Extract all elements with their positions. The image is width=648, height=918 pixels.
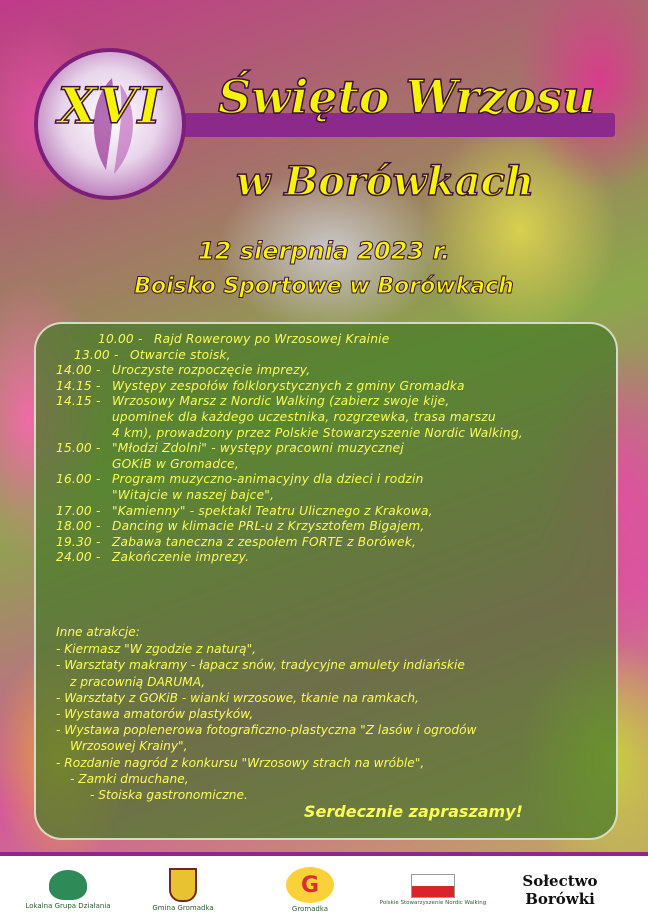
schedule-time: 15.00 - <box>56 441 101 456</box>
schedule-time: 13.00 - <box>74 347 119 362</box>
schedule-time: 24.00 - <box>56 550 101 565</box>
gmina-caption: Gmina Gromadka <box>152 904 214 912</box>
schedule-item <box>56 410 606 426</box>
schedule-time: 18.00 - <box>56 519 101 534</box>
schedule-desc: "Witajcie w naszej bajce", <box>112 487 275 502</box>
schedule-time <box>56 426 112 442</box>
schedule-item <box>56 488 606 504</box>
attraction-item: - Kiermasz "W zgodzie z naturą", <box>56 642 257 657</box>
schedule-desc: Zakończenie imprezy. <box>112 550 250 565</box>
schedule-item <box>56 504 606 520</box>
schedule-time: 14.00 - <box>56 363 101 378</box>
schedule-desc: GOKiB w Gromadce, <box>112 456 239 471</box>
schedule-item <box>56 363 606 379</box>
attraction-item: - Wystawa poplenerowa fotograficzno-plastyczna "Z lasów i ogrodów <box>56 723 477 738</box>
schedule-item <box>56 426 606 442</box>
schedule-desc: "Młodzi Zdolni" - występy pracowni muzycznej <box>112 441 404 456</box>
schedule-item <box>56 394 606 410</box>
schedule-item <box>56 441 606 457</box>
schedule-desc: Uroczyste rozpoczęcie imprezy, <box>112 363 311 378</box>
flag-icon <box>411 874 455 898</box>
schedule-time: 19.30 - <box>56 534 101 549</box>
solectwo-logo <box>505 866 615 914</box>
schedule-time: 14.15 - <box>56 378 101 393</box>
attraction-item: - Warsztaty makramy - łapacz snów, tradycyjne amulety indiańskie <box>56 658 465 673</box>
schedule-desc: "Kamienny" - spektakl Teatru Ulicznego z Krakowa, <box>112 503 433 518</box>
attraction-item: - Zamki dmuchane, <box>70 771 189 786</box>
schedule-desc: 4 km), prowadzony przez Polskie Stowarzyszenie Nordic Walking, <box>112 425 523 440</box>
schedule-time: 17.00 - <box>56 503 101 518</box>
event-date: 12 sierpnia 2023 r. <box>197 237 451 265</box>
gmina-crest-logo <box>152 866 214 914</box>
schedule-time <box>56 410 112 426</box>
attraction-item: Wrzosowej Krainy", <box>70 739 188 754</box>
gokib-caption: Gromadka <box>291 905 329 913</box>
schedule-desc: Program muzyczno-animacyjny dla dzieci i rodzin <box>112 472 424 487</box>
schedule-desc: Występy zespołów folklorystycznych z gminy Gromadka <box>112 378 465 393</box>
schedule-desc: Dancing w klimacie PRL-u z Krzysztofem Bigajem, <box>112 519 425 534</box>
gokib-mark: G <box>286 867 334 903</box>
lgd-logo <box>25 866 111 914</box>
schedule-time: 14.15 - <box>56 394 101 409</box>
event-subtitle: w Borówkach <box>236 158 535 205</box>
schedule-desc: Otwarcie stoisk, <box>130 347 231 362</box>
attractions-heading: Inne atrakcje: <box>56 625 140 639</box>
schedule-item <box>56 457 606 473</box>
edition-number: XVI <box>58 76 162 135</box>
lgd-caption: Lokalna Grupa Działania <box>25 902 111 910</box>
schedule-item <box>56 348 606 364</box>
schedule-time: 10.00 - <box>98 332 143 346</box>
schedule-desc: Wrzosowy Marsz z Nordic Walking (zabierz swoje kije, <box>112 394 450 409</box>
schedule-time <box>56 457 112 473</box>
schedule-list <box>56 332 606 566</box>
attraction-item: - Wystawa amatorów plastyków, <box>56 707 254 722</box>
attraction-item: z pracownią DARUMA, <box>70 674 206 689</box>
schedule-item <box>56 379 606 395</box>
event-title: Święto Wrzosu <box>218 70 596 124</box>
schedule-item <box>56 332 606 348</box>
nordic-walking-logo <box>379 866 487 914</box>
other-attractions <box>56 624 596 803</box>
schedule-time: 16.00 - <box>56 472 101 487</box>
schedule-desc: Zabawa taneczna z zespołem FORTE z Borówek, <box>112 534 417 549</box>
schedule-item <box>56 550 606 566</box>
solectwo-line2: Borówki <box>525 890 595 908</box>
nordic-caption: Polskie Stowarzyszenie Nordic Walking <box>379 900 487 906</box>
crest-icon <box>169 868 197 902</box>
attraction-item: - Warsztaty z GOKiB - wianki wrzosowe, tkanie na ramkach, <box>56 690 419 705</box>
schedule-item <box>56 519 606 535</box>
gokib-logo <box>280 866 340 914</box>
solectwo-line1: Sołectwo <box>522 872 598 890</box>
attraction-item: - Stoiska gastronomiczne. <box>90 788 248 803</box>
schedule-desc: upominek dla każdego uczestnika, rozgrzewka, trasa marszu <box>112 409 496 424</box>
sponsor-footer <box>0 852 648 918</box>
tree-icon <box>49 870 87 900</box>
schedule-time <box>56 488 112 504</box>
event-venue: Boisko Sportowe w Borówkach <box>134 274 514 299</box>
invitation-text: Serdecznie zapraszamy! <box>304 802 523 821</box>
schedule-desc: Rajd Rowerowy po Wrzosowej Krainie <box>154 332 390 346</box>
schedule-item <box>56 535 606 551</box>
attraction-item: - Rozdanie nagród z konkursu "Wrzosowy strach na wróble", <box>56 755 425 770</box>
schedule-item <box>56 472 606 488</box>
